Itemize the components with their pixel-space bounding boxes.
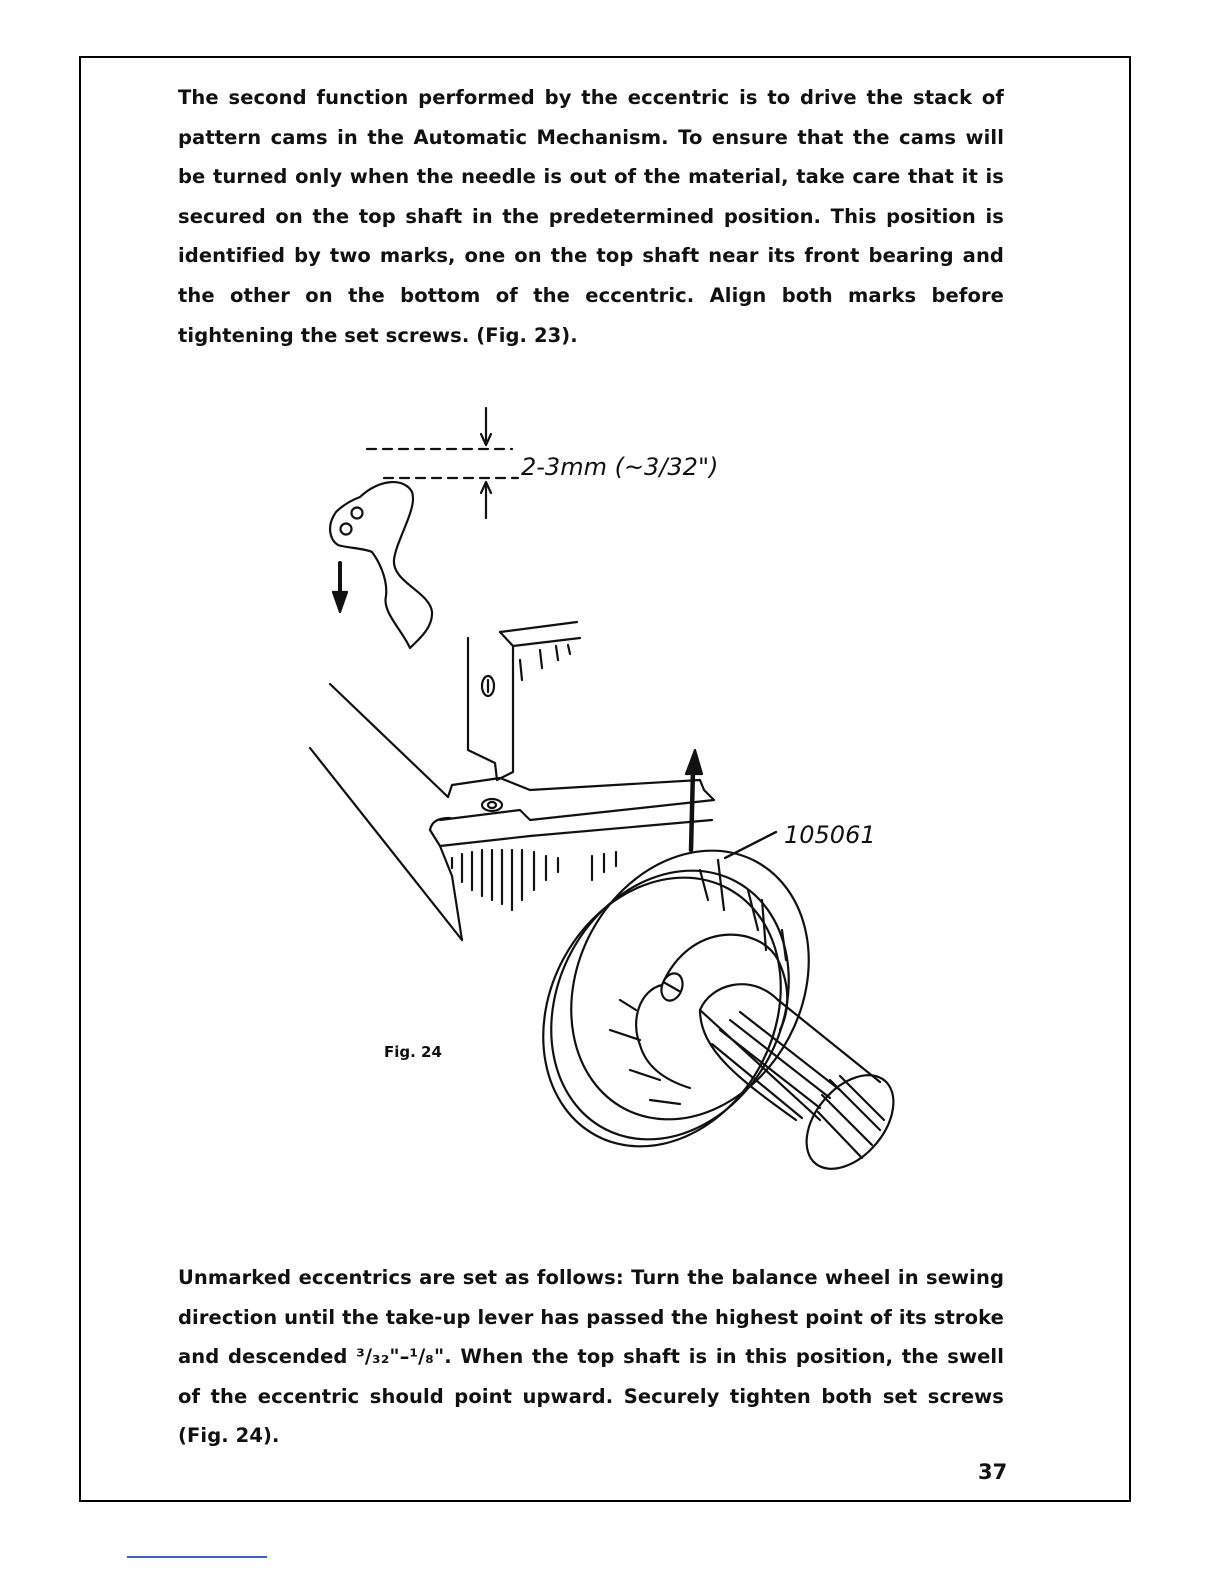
- dimension-label: 2-3mm (~3/32"): [521, 453, 719, 481]
- bottom-link-underline[interactable]: [127, 1556, 267, 1558]
- paragraph-unmarked-eccentrics: [178, 1258, 1004, 1456]
- take-up-lever: [330, 482, 432, 648]
- part-leader-line: [725, 832, 776, 858]
- paragraph-2-lead: Unmarked eccentrics are set as follows: Turn the balance wheel in sewing direction until the take-up lever has passed the highest point of its stroke and descended: [178, 1266, 1004, 1369]
- up-arrow-icon: [686, 750, 702, 850]
- down-arrow-icon: [333, 563, 347, 612]
- paragraph-2-tail: When the top shaft is in this position, the swell of the eccentric should point upward. Securely tighten both set screws (Fig. 24).: [178, 1345, 1004, 1448]
- page-number: 37: [978, 1460, 1008, 1484]
- bracket: [468, 622, 580, 780]
- figure-caption: Fig. 24: [384, 1043, 442, 1061]
- part-number-label: 105061: [784, 821, 876, 849]
- paragraph-1-text: The second function performed by the eccentric is to drive the stack of pattern cams in the Automatic Mechanism. To ensure that the cams will be turned only when the needle is out of the material, take care that it is secured on the top shaft in the predetermined position. This position is identified by two marks, one on the top shaft near its front bearing and the other on the bottom of the eccentric. Align both marks before tightening the set screws. (Fig. 23).: [178, 86, 1004, 347]
- paragraph-2-fraction: ³/₃₂"–¹/₈".: [356, 1345, 452, 1369]
- dimension-indicator: [367, 408, 518, 518]
